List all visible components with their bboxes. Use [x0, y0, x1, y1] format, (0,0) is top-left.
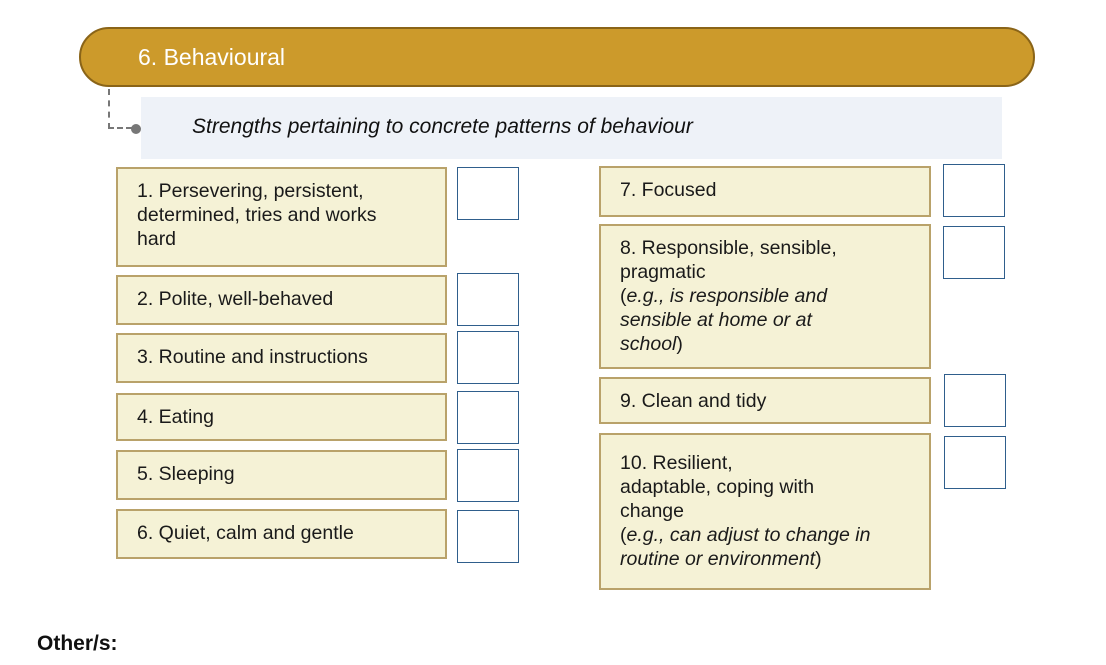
item-5-checkbox[interactable]: [457, 449, 519, 502]
other-label: Other/s:: [37, 632, 118, 655]
item-line: 8. Responsible, sensible,: [620, 237, 837, 259]
strength-item-10: [599, 433, 931, 590]
item-line: 4. Eating: [137, 406, 214, 428]
strength-item-9: [599, 377, 931, 424]
item-1-checkbox[interactable]: [457, 167, 519, 220]
item-8-checkbox[interactable]: [943, 226, 1005, 279]
strength-item-5: [116, 450, 447, 500]
item-4-checkbox[interactable]: [457, 391, 519, 444]
item-6-checkbox[interactable]: [457, 510, 519, 563]
item-10-checkbox[interactable]: [944, 436, 1006, 489]
item-line: determined, tries and works: [137, 204, 377, 226]
item-line: 10. Resilient,: [620, 452, 733, 474]
item-9-checkbox[interactable]: [944, 374, 1006, 427]
item-example: (e.g., is responsible and sensible at home or at school): [620, 285, 828, 355]
item-example: (e.g., can adjust to change in routine or environment): [620, 524, 871, 570]
section-title: 6. Behavioural: [138, 44, 286, 70]
item-line: 7. Focused: [620, 179, 717, 201]
item-line: pragmatic: [620, 261, 706, 283]
dashed-connector: [108, 89, 132, 129]
subtitle-box: [141, 97, 1002, 159]
item-line: change: [620, 500, 684, 522]
item-2-checkbox[interactable]: [457, 273, 519, 326]
strength-item-4: [116, 393, 447, 441]
item-line: 2. Polite, well-behaved: [137, 288, 334, 310]
strength-item-3: [116, 333, 447, 383]
strength-item-8: [599, 224, 931, 369]
item-3-checkbox[interactable]: [457, 331, 519, 384]
item-line: 9. Clean and tidy: [620, 390, 767, 412]
section-header: [79, 27, 1035, 87]
strength-item-2: [116, 275, 447, 325]
item-7-checkbox[interactable]: [943, 164, 1005, 217]
strength-item-1: [116, 167, 447, 267]
item-line: hard: [137, 228, 177, 250]
bullet-dot: [131, 124, 141, 134]
section-subtitle: Strengths pertaining to concrete patterns of behaviour: [192, 115, 693, 138]
item-line: adaptable, coping with: [620, 476, 815, 498]
item-line: 5. Sleeping: [137, 463, 235, 485]
item-line: 3. Routine and instructions: [137, 346, 368, 368]
strength-item-7: [599, 166, 931, 217]
item-line: 1. Persevering, persistent,: [137, 180, 364, 202]
item-line: 6. Quiet, calm and gentle: [137, 522, 354, 544]
strength-item-6: [116, 509, 447, 559]
